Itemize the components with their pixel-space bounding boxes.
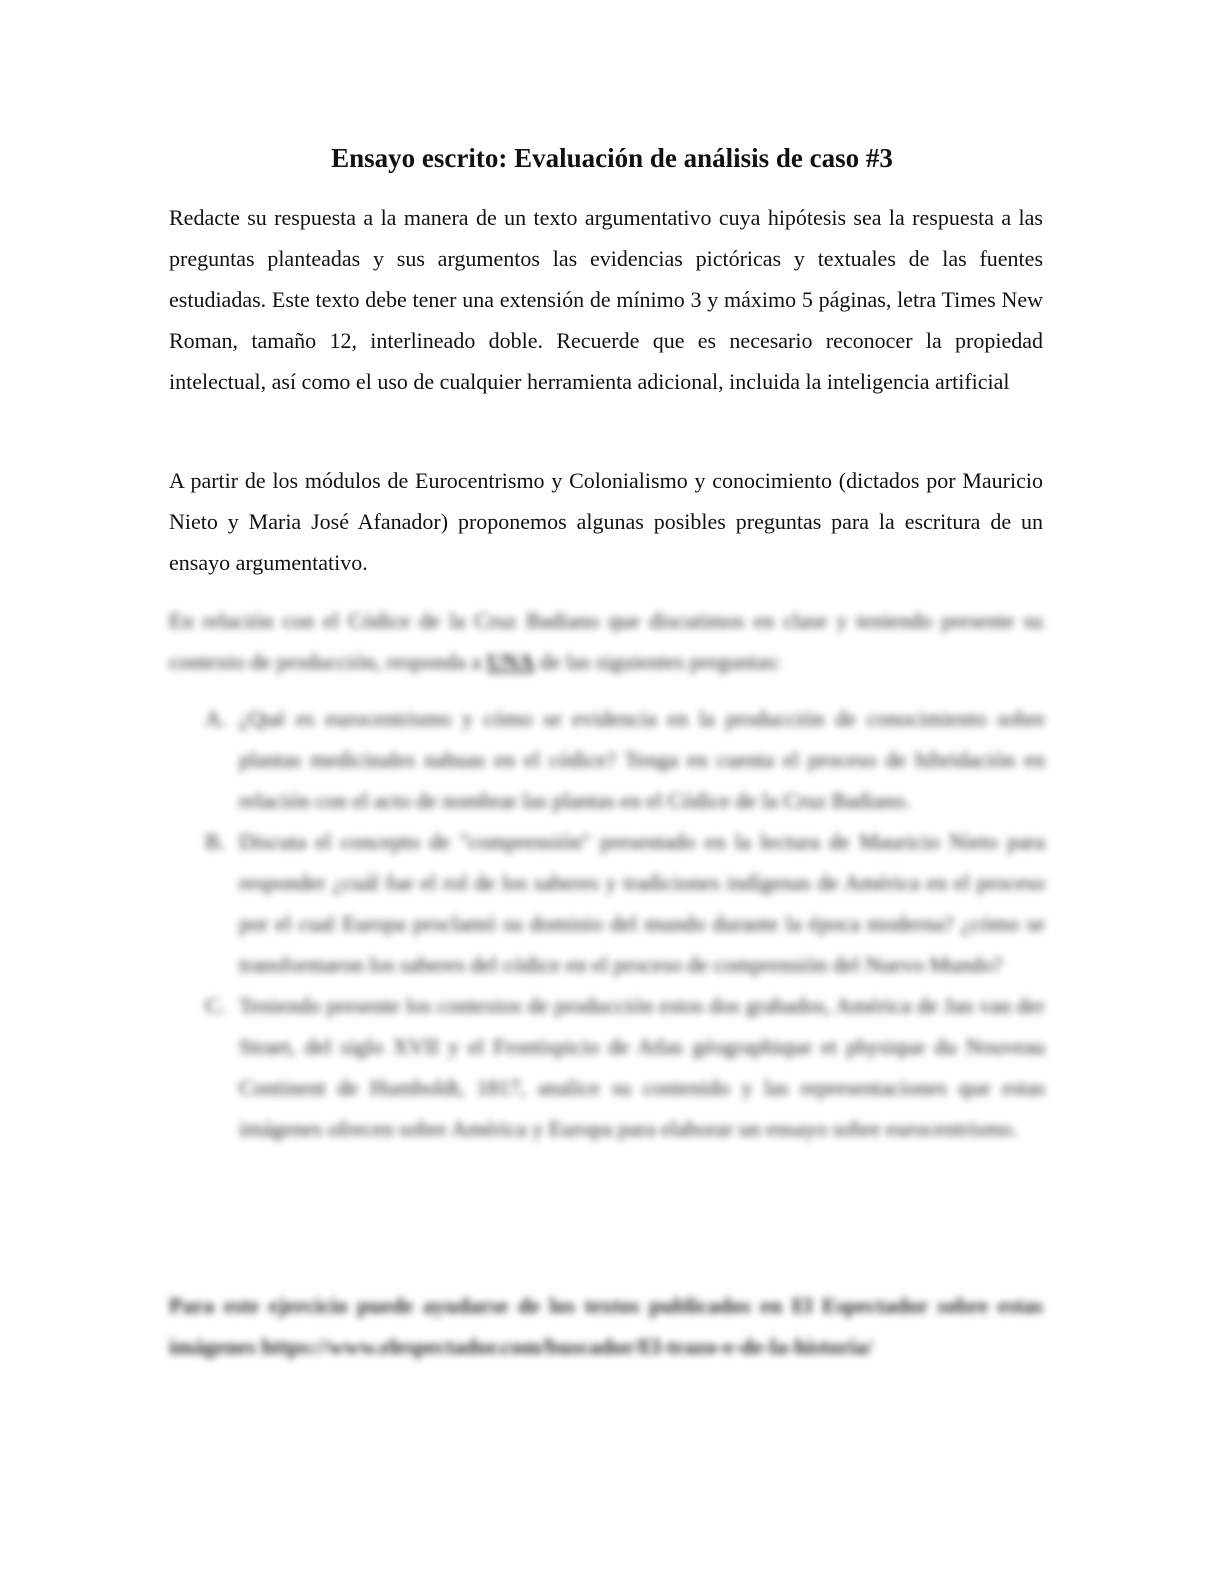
document-title: Ensayo escrito: Evaluación de análisis de caso #3 xyxy=(331,143,893,173)
blurred-intro-paragraph xyxy=(169,600,1043,682)
question-item xyxy=(205,821,1045,985)
reference-note: Para este ejercicio puede ayudarse de los textos publicados en El Espectador sobre estas imágenes https://www.elespectador.com/buscador/El-trazo-e-de-la-historia/ xyxy=(169,1293,1043,1359)
questions-list xyxy=(205,698,1045,1149)
blurred-intro-text-b: de las siguientes preguntas: xyxy=(539,649,782,674)
blurred-intro-text-a: En relación con el Códice de la Cruz Badiano que discutimos en clase y teniendo presente su contexto de producción, responda a xyxy=(169,608,1043,674)
question-text: Teniendo presente los contextos de producción estos dos grabados, América de Jan van der Straet, del siglo XVII y el Frontispicio de Atlas géographique et physique du Nouveau Continent de Humboldt, 1817, analice su contenido y las representaciones que estas imágenes ofrecen sobre América y Europa para elaborar un ensayo sobre eurocentrismo. xyxy=(239,993,1045,1141)
question-marker: A. xyxy=(205,706,227,731)
modules-paragraph: A partir de los módulos de Eurocentrismo y Colonialismo y conocimiento (dictados por Mauricio Nieto y Maria José Afanador) proponemos algunas posibles preguntas para la escritura de un ensayo argumentativo. xyxy=(169,468,1043,575)
question-marker: B. xyxy=(205,829,226,854)
highlighted-word: UNA xyxy=(486,649,535,674)
question-item xyxy=(205,985,1045,1149)
question-text: Discuta el concepto de "comprensión" presentado en la lectura de Mauricio Nieto para responder ¿cuál fue el rol de los saberes y tradiciones indígenas de América en el proceso por el cual Europa proclamó su dominio del mundo durante la época moderna? ¿cómo se transformaron los saberes del códice en el proceso de comprensión del Nuevo Mundo? xyxy=(239,829,1045,977)
question-item xyxy=(205,698,1045,821)
question-marker: C. xyxy=(205,993,226,1018)
question-text: ¿Qué es eurocentrismo y cómo se evidencia en la producción de conocimiento sobre plantas medicinales nahuas en el códice? Tenga en cuenta el proceso de hibridación en relación con el acto de nombrar las plantas en el Códice de la Cruz Badiano. xyxy=(239,706,1045,813)
instructions-paragraph: Redacte su respuesta a la manera de un texto argumentativo cuya hipótesis sea la respuesta a las preguntas planteadas y sus argumentos las evidencias pictóricas y textuales de las fuentes estudiadas. Este texto debe tener una extensión de mínimo 3 y máximo 5 páginas, letra Times New Roman, tamaño 12, interlineado doble. Recuerde que es necesario reconocer la propiedad intelectual, así como el uso de cualquier herramienta adicional, incluida la inteligencia artificial xyxy=(169,205,1043,394)
